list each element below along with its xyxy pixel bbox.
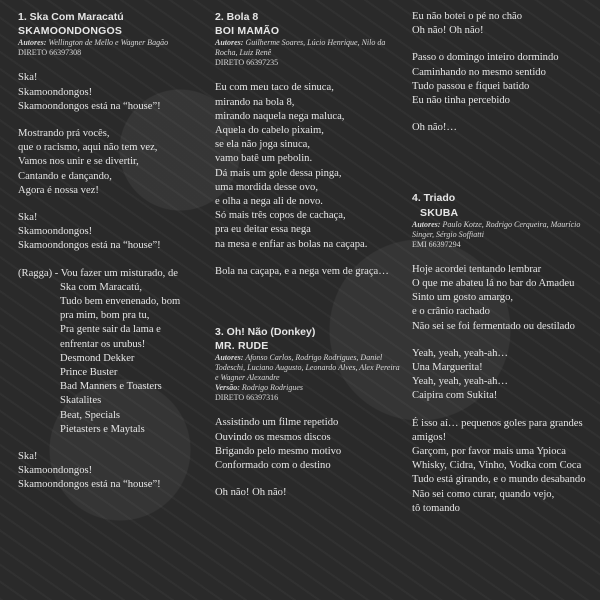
lyric-line: Ska!	[18, 72, 38, 84]
artist-name: SKAMOONDONGOS	[18, 25, 123, 38]
lyric-line: Yeah, yeah, yeah-ah…	[412, 376, 509, 388]
ragga-stanza	[18, 267, 203, 437]
lyric-line: (Ragga) - Vou fazer um misturado, de	[18, 267, 178, 279]
lyric-line: Brigando pelo mesmo motivo	[215, 445, 342, 457]
stanza	[18, 71, 203, 114]
stanza	[215, 265, 403, 279]
lyric-line: É isso aí… pequenos goles para grandes	[412, 417, 583, 429]
track-title: 1. Ska Com Maracatú	[18, 11, 124, 23]
lyric-line: pra mim, bom pra tu,	[60, 310, 150, 322]
lyric-line: Aquela do cabelo pixaim,	[215, 125, 324, 137]
lyric-line: Sinto um gosto amargo,	[412, 292, 514, 304]
track-title: 3. Oh! Não (Donkey)	[215, 326, 316, 339]
lyric-line: Skamoondongos!	[18, 86, 93, 98]
stanza	[412, 417, 594, 516]
lyric-line: Tudo passou e fiquei batido	[412, 80, 530, 92]
lyric-line: Só mais três copos de cachaça,	[215, 210, 346, 222]
lyric-line: Pra gente sair da lama e	[60, 324, 161, 336]
lyric-line: Cantando e dançando,	[18, 170, 112, 182]
lyric-line: e o crânio rachado	[412, 306, 490, 318]
stanza	[215, 416, 403, 473]
lyric-line: Beat, Specials	[60, 409, 121, 421]
lyric-line: Tudo está girando, e o mundo desabando	[412, 474, 586, 486]
lyric-line: Skamoondongos está na “house”!	[18, 479, 161, 491]
lyric-line: se ela não joga sinuca,	[215, 139, 311, 151]
lyric-line: Skamoondongos!	[18, 465, 93, 477]
stanza	[215, 81, 403, 251]
lyric-line: mirando naquela nega maluca,	[215, 110, 345, 122]
column-track-1	[18, 10, 203, 493]
lyric-line: mirando na bola 8,	[215, 96, 295, 108]
catalog-code: DIRETO 66397235	[215, 58, 279, 68]
lyric-line: Não sei se foi fermentado ou destilado	[412, 320, 575, 332]
lyric-line: Tudo bem envenenado, bom	[60, 296, 181, 308]
lyric-line: uma mordida desse ovo,	[215, 181, 318, 193]
lyric-line: Oh não!…	[412, 122, 458, 134]
stanza	[18, 211, 203, 254]
lyric-line: Ouvindo os mesmos discos	[215, 431, 331, 443]
lyric-line: Ska com Maracatú,	[60, 281, 143, 293]
lyric-line: amigos!	[412, 431, 447, 443]
lyric-line: Hoje acordei tentando lembrar	[412, 263, 542, 275]
lyric-line: na mesa e enfiar as bolas na caçapa.	[215, 238, 368, 250]
lyric-line: Assistindo um filme repetido	[215, 417, 339, 429]
track-title: 4. Triado	[412, 192, 456, 205]
lyric-line: Ska!	[18, 451, 38, 463]
credits: Autores: Guilherme Soares, Lúcio Henrique, Nilo da Rocha, Luiz Renê	[215, 38, 386, 58]
credits: Autores: Paulo Kotze, Rodrigo Cerqueira, Maurício Singer, Sérgio Soffiatti	[412, 219, 581, 239]
stanza	[412, 121, 594, 135]
version-credits: Versão: Rodrigo Rodrigues	[215, 383, 303, 393]
lyric-line: Pietasters e Maytals	[60, 423, 145, 435]
stanza	[18, 127, 203, 198]
lyric-line: Garçom, por favor mais uma Ypioca	[412, 446, 566, 458]
lyric-line: Una Marguerita!	[412, 362, 483, 374]
lyric-line: Vamos nos unir e se divertir,	[18, 156, 139, 168]
lyric-line: que o racismo, aqui não tem vez,	[18, 142, 158, 154]
lyric-line: Whisky, Cidra, Vinho, Vodka com Coca	[412, 460, 582, 472]
lyric-line: O que me abateu lá no bar do Amadeu	[412, 278, 575, 290]
lyric-line: Skatalites	[60, 395, 102, 407]
track-4-header	[412, 191, 594, 249]
lyric-line: Não sei como curar, quando vejo,	[412, 488, 555, 500]
stanza	[18, 450, 203, 493]
lyric-line: Eu com meu taco de sinuca,	[215, 82, 334, 94]
lyric-line: Desmond Dekker	[60, 352, 135, 364]
catalog-code: DIRETO 66397316	[215, 393, 279, 403]
lyric-line: Eu não botei o pé no chão	[412, 11, 523, 22]
lyric-line: Ska!	[18, 212, 38, 224]
lyric-line: Mostrando prá vocês,	[18, 128, 110, 140]
lyric-line: Bad Manners e Toasters	[60, 381, 162, 393]
lyric-line: Skamoondongos está na “house”!	[18, 100, 161, 112]
track-title: 2. Bola 8	[215, 11, 259, 23]
stanza	[412, 51, 594, 108]
lyric-line: Bola na caçapa, e a nega vem de graça…	[215, 265, 389, 277]
credits: Autores: Wellington de Mello e Wagner Bagão	[18, 38, 169, 48]
lyric-line: Passo o domingo inteiro dormindo	[412, 52, 559, 64]
lyric-line: e olha a nega ali de novo.	[215, 196, 323, 208]
stanza	[412, 263, 594, 334]
lyric-line: Oh não! Oh não!	[412, 25, 484, 37]
stanza	[412, 10, 594, 38]
column-tracks-2-3	[215, 10, 403, 500]
catalog-code: DIRETO 66397308	[18, 48, 82, 58]
lyric-line: pra eu deitar essa nega	[215, 224, 311, 236]
lyric-line: Dá mais um gole dessa pinga,	[215, 167, 342, 179]
lyric-line: Caminhando no mesmo sentido	[412, 66, 546, 78]
lyric-line: Oh não! Oh não!	[215, 487, 287, 499]
lyric-line: Yeah, yeah, yeah-ah…	[412, 347, 509, 359]
lyric-line: Skamoondongos está na “house”!	[18, 240, 161, 252]
lyric-line: Prince Buster	[60, 367, 118, 379]
column-tracks-3-4	[412, 10, 594, 516]
lyric-line: Caipira com Sukita!	[412, 390, 498, 402]
lyric-line: tô tomando	[412, 502, 460, 514]
stanza	[412, 347, 594, 404]
credits: Autores: Afonso Carlos, Rodrigo Rodrigues, Daniel Todeschi, Luciano Augusto, Leonardo Alves, Alex Pereira e Wagner Alexandre	[215, 353, 400, 383]
lyric-line: Conformado com o destino	[215, 460, 331, 472]
catalog-code: EMI 66397294	[412, 239, 461, 249]
track-3-header	[215, 325, 403, 403]
lyric-line: Eu não tinha percebido	[412, 95, 510, 107]
artist-name: SKUBA	[420, 206, 459, 219]
artist-name: BOI MAMÃO	[215, 25, 280, 38]
lyric-line: enfrentar os urubus!	[60, 338, 146, 350]
stanza	[215, 486, 403, 500]
lyric-line: vamo batê um pebolin.	[215, 153, 313, 165]
artist-name: MR. RUDE	[215, 340, 269, 353]
lyric-line: Agora é nossa vez!	[18, 184, 99, 196]
lyric-line: Skamoondongos!	[18, 226, 93, 238]
